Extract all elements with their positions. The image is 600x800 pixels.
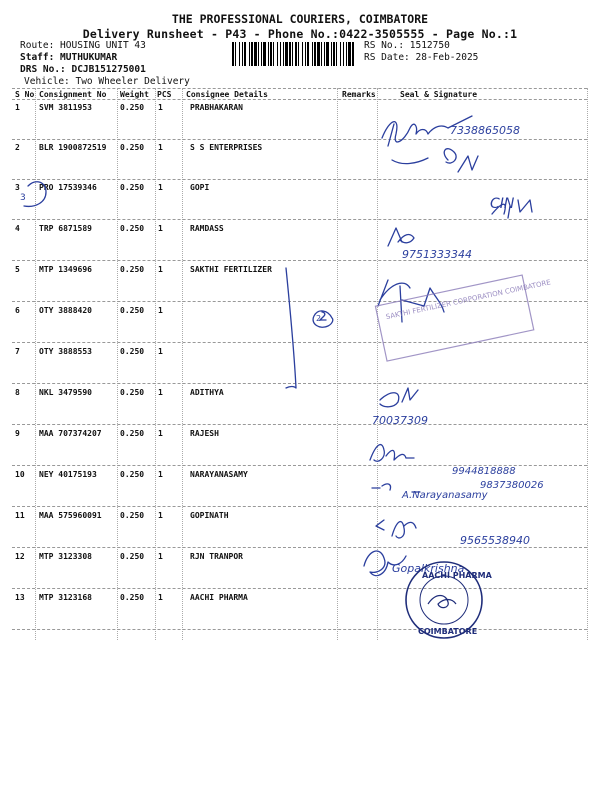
barcode-bar (268, 42, 269, 66)
route-label: Route: HOUSING UNIT 43 (20, 40, 146, 51)
col-header-remarks: Remarks (342, 90, 376, 99)
cell-pcs: 1 (158, 470, 163, 479)
cell-weight: 0.250 (120, 347, 145, 356)
cell-consignment: MAA 707374207 (39, 429, 102, 438)
barcode-bar (270, 42, 272, 66)
stamp2-bottom-text: COIMBATORE (418, 627, 478, 636)
col-header-sno: S No (15, 90, 35, 99)
barcode-bar (305, 42, 306, 66)
barcode-bar (352, 42, 354, 66)
cell-consignment: BLR 1900872519 (39, 143, 107, 152)
drs-label: DRS No.: DCJB151275001 (20, 64, 146, 75)
barcode-bar (261, 42, 262, 66)
barcode-bar (280, 42, 281, 66)
cell-sno: 4 (15, 224, 20, 233)
vehicle-label: Vehicle: Two Wheeler Delivery (24, 76, 190, 87)
handwritten-number-row8: 70037309 (372, 414, 428, 427)
cell-consignment: OTY 3888553 (39, 347, 92, 356)
barcode-bar (343, 42, 344, 66)
barcode-bar (273, 42, 274, 66)
col-header-seal-signature: Seal & Signature (400, 90, 478, 99)
handwritten-phone2-row10: 9837380026 (480, 480, 544, 491)
barcode-bar (295, 42, 297, 66)
cell-consignment: MTP 3123168 (39, 593, 92, 602)
cell-sno: 7 (15, 347, 20, 356)
handwritten-sign-row3: CIN (490, 196, 515, 212)
cell-weight: 0.250 (120, 224, 145, 233)
barcode-bar (321, 42, 322, 66)
barcode-bar (277, 42, 278, 66)
cell-pcs: 1 (158, 511, 163, 520)
runsheet-table (12, 88, 587, 648)
cell-pcs: 1 (158, 347, 163, 356)
cell-consignment: SVM 3811953 (39, 103, 92, 112)
cell-weight: 0.250 (120, 429, 145, 438)
cell-weight: 0.250 (120, 183, 145, 192)
cell-pcs: 1 (158, 143, 163, 152)
cell-pcs: 1 (158, 265, 163, 274)
cell-consignee: PRABHAKARAN (190, 103, 243, 112)
cell-consignment: OTY 3888420 (39, 306, 92, 315)
barcode-bar (251, 42, 253, 66)
circled-row-mark: 3 (20, 193, 26, 203)
cell-consignee: ADITHYA (190, 388, 224, 397)
cell-consignee: NARAYANASAMY (190, 470, 248, 479)
staff-label: Staff: MUTHUKUMAR (20, 52, 118, 63)
cell-consignee: GOPINATH (190, 511, 229, 520)
cell-weight: 0.250 (120, 593, 145, 602)
barcode-bar (326, 42, 329, 66)
barcode-bar (249, 42, 250, 66)
cell-sno: 3 (15, 183, 20, 192)
cell-sno: 11 (15, 511, 25, 520)
cell-pcs: 1 (158, 593, 163, 602)
handwritten-sign-row12: Gopalkrishna (392, 562, 465, 575)
stamp1-text: SAKTHI FERTILIZER CORPORATION COIMBATORE (385, 278, 552, 322)
cell-weight: 0.250 (120, 552, 145, 561)
cell-consignee: AACHI PHARMA (190, 593, 248, 602)
company-title: THE PROFESSIONAL COURIERS, COIMBATORE (171, 12, 429, 26)
cell-consignment: NKL 3479590 (39, 388, 92, 397)
cell-weight: 0.250 (120, 388, 145, 397)
col-header-pcs: PCS (157, 90, 172, 99)
cell-sno: 6 (15, 306, 20, 315)
handwritten-phone-row1: 7338865058 (450, 124, 520, 137)
col-header-consignment: Consignment No (39, 90, 107, 99)
cell-sno: 10 (15, 470, 25, 479)
barcode-bar (324, 42, 325, 66)
rs-number: RS No.: 1512750 (364, 40, 450, 51)
cell-consignee: S S ENTERPRISES (190, 143, 263, 152)
barcode-bar (317, 42, 320, 66)
barcode-bar (289, 42, 291, 66)
cell-consignee: SAKTHI FERTILIZER (190, 265, 272, 274)
cell-weight: 0.250 (120, 470, 145, 479)
barcode (232, 42, 356, 66)
cell-sno: 9 (15, 429, 20, 438)
barcode-bar (336, 42, 337, 66)
cell-weight: 0.250 (120, 306, 145, 315)
barcode-bar (314, 42, 316, 66)
handwritten-phone-row11: 9565538940 (460, 534, 530, 547)
barcode-bar (312, 42, 313, 66)
handwritten-name-row10: A.Narayanasamy (402, 490, 488, 501)
cell-consignment: MTP 1349696 (39, 265, 92, 274)
runsheet-subtitle: Delivery Runsheet - P43 - Phone No.:0422-3505555 - Page No.:1 (82, 27, 518, 41)
cell-sno: 8 (15, 388, 20, 397)
barcode-bar (258, 42, 259, 66)
cell-consignee: RJN TRANPOR (190, 552, 243, 561)
cell-consignee: GOPI (190, 183, 210, 192)
cell-sno: 2 (15, 143, 20, 152)
barcode-bar (244, 42, 246, 66)
col-header-consignee: Consignee Details (186, 90, 268, 99)
cell-sno: 5 (15, 265, 20, 274)
barcode-bar (298, 42, 299, 66)
cell-consignment: NEY 40175193 (39, 470, 97, 479)
cell-pcs: 1 (158, 224, 163, 233)
barcode-bar (283, 42, 284, 66)
circled-note-mark: 2 (316, 314, 322, 323)
barcode-bar (307, 42, 309, 66)
cell-pcs: 1 (158, 388, 163, 397)
rs-date: RS Date: 28-Feb-2025 (364, 52, 479, 63)
barcode-bar (263, 42, 266, 66)
cell-weight: 0.250 (120, 143, 145, 152)
cell-consignment: TRP 6871589 (39, 224, 92, 233)
barcode-bar (242, 42, 243, 66)
cell-pcs: 1 (158, 103, 163, 112)
barcode-bar (232, 42, 234, 66)
cell-pcs: 1 (158, 306, 163, 315)
barcode-bar (302, 42, 303, 66)
barcode-bar (254, 42, 257, 66)
barcode-bar (346, 42, 347, 66)
cell-weight: 0.250 (120, 103, 145, 112)
barcode-bar (292, 42, 293, 66)
cell-consignment: PRO 17539346 (39, 183, 97, 192)
cell-pcs: 1 (158, 429, 163, 438)
cell-sno: 12 (15, 552, 25, 561)
barcode-bar (340, 42, 341, 66)
col-header-weight: Weight (120, 90, 149, 99)
cell-pcs: 1 (158, 183, 163, 192)
cell-sno: 13 (15, 593, 25, 602)
barcode-bar (235, 42, 236, 66)
barcode-bar (333, 42, 335, 66)
barcode-bar (331, 42, 332, 66)
cell-consignee: RAJESH (190, 429, 219, 438)
cell-sno: 1 (15, 103, 20, 112)
cell-consignee: RAMDASS (190, 224, 224, 233)
stamp2-top-text: AACHI PHARMA (422, 571, 492, 580)
handwritten-phone1-row10: 9944818888 (452, 466, 516, 477)
barcode-bar (285, 42, 288, 66)
cell-weight: 0.250 (120, 511, 145, 520)
barcode-bar (239, 42, 240, 66)
cell-pcs: 1 (158, 552, 163, 561)
handwritten-phone-row4: 9751333344 (402, 248, 472, 261)
barcode-bar (348, 42, 351, 66)
cell-consignment: MTP 3123308 (39, 552, 92, 561)
cell-weight: 0.250 (120, 265, 145, 274)
cell-consignment: MAA 575960091 (39, 511, 102, 520)
